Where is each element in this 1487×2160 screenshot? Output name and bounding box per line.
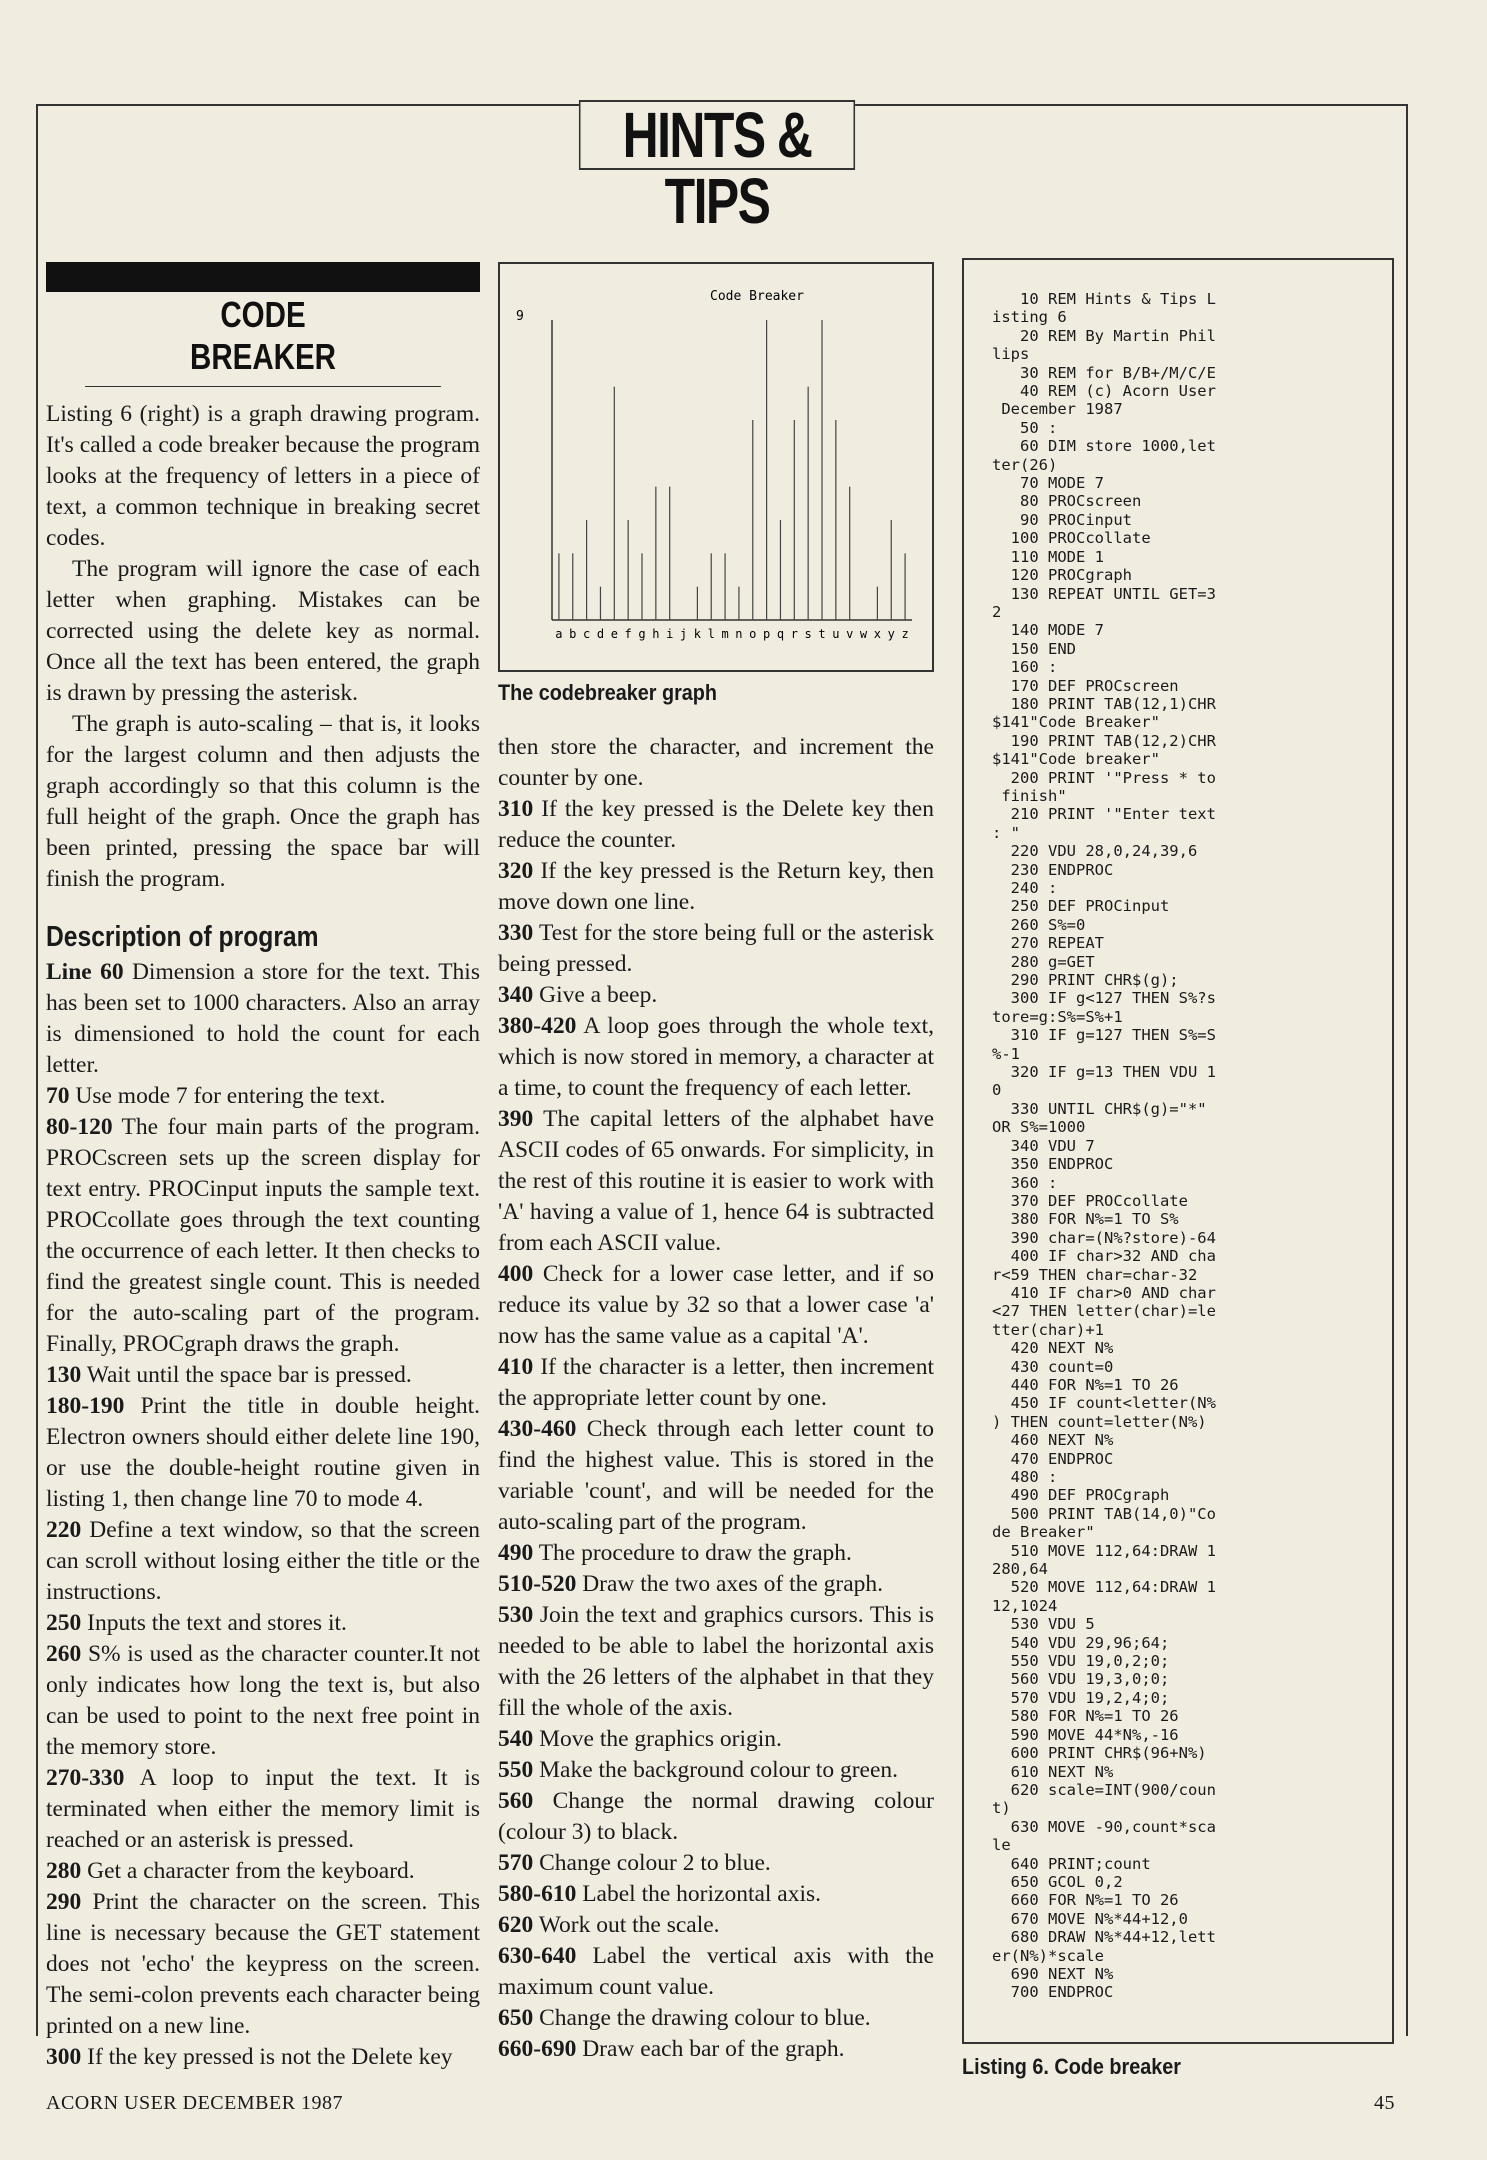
line-number: 290	[46, 1889, 82, 1915]
x-tick-label: k	[693, 627, 702, 641]
item-text: A loop goes through the whole text, which is now stored in memory, a character at a time, to count the frequency of each letter.	[498, 1013, 934, 1101]
intro-paragraph: Listing 6 (right) is a graph drawing program. It's called a code breaker because the program looks at the frequency of letters in a piece of text, a common technique in breaking secret codes.	[46, 401, 480, 551]
description-item	[498, 1600, 934, 1724]
item-text: Check for a lower case letter, and if so reduce its value by 32 so that a lower case 'a' now has the same value as a capital 'A'.	[498, 1261, 934, 1349]
x-tick-label: n	[735, 627, 743, 641]
item-text: Change the drawing colour to blue.	[533, 2005, 871, 2031]
description-item	[498, 1011, 934, 1104]
item-text: Make the background colour to green.	[533, 1757, 899, 1783]
description-item	[498, 1352, 934, 1414]
line-number: 280	[46, 1858, 82, 1884]
column-2	[498, 262, 934, 2065]
description-item	[498, 2003, 934, 2034]
intro-paragraph: The program will ignore the case of each letter when graphing. Mistakes can be corrected using the delete key as normal. Once all the text has been entered, the graph is drawn by pressing the asterisk.	[46, 556, 480, 706]
listing-box	[962, 258, 1394, 2044]
title-line-2: BREAKER	[190, 336, 336, 377]
description-item	[498, 1569, 934, 1600]
item-text: Join the text and graphics cursors. This is needed to be able to label the horizontal axis with the 26 letters of the alphabet in that they fill the whole of the axis.	[498, 1602, 934, 1721]
x-tick-label: j	[679, 627, 688, 641]
line-number: 310	[498, 796, 534, 822]
x-tick-label: l	[707, 627, 715, 641]
x-tick-label: o	[749, 627, 757, 641]
x-tick-label: i	[666, 627, 674, 641]
description-item	[46, 1515, 480, 1608]
line-number: 380-420	[498, 1013, 577, 1039]
line-number: 530	[498, 1602, 534, 1628]
description-item	[46, 1391, 480, 1515]
x-tick-label: c	[582, 627, 591, 641]
x-tick-label: p	[762, 627, 771, 641]
description-item	[46, 1856, 480, 1887]
description-item	[498, 1941, 934, 2003]
line-number: 260	[46, 1641, 82, 1667]
x-tick-label: b	[569, 627, 577, 641]
line-number: 180-190	[46, 1393, 125, 1419]
x-tick-label: h	[652, 627, 660, 641]
description-item	[498, 1724, 934, 1755]
item-text: Dimension a store for the text. This has been set to 1000 characters. Also an array is dimensioned to hold the count for each letter.	[46, 959, 480, 1078]
item-text: Inputs the text and stores it.	[81, 1610, 347, 1636]
line-number: 70	[46, 1083, 70, 1109]
item-text: Change colour 2 to blue.	[533, 1850, 771, 1876]
description-item	[498, 1259, 934, 1352]
x-tick-label: v	[846, 627, 854, 641]
line-number: 540	[498, 1726, 534, 1752]
description-list-continued	[498, 732, 934, 2065]
item-text: A loop to input the text. It is terminated when either the memory limit is reached or an asterisk is pressed.	[46, 1765, 480, 1853]
line-number: 300	[46, 2044, 82, 2070]
line-number: 550	[498, 1757, 534, 1783]
line-number: 580-610	[498, 1881, 577, 1907]
line-number: 220	[46, 1517, 82, 1543]
item-text: Test for the store being full or the asterisk being pressed.	[498, 920, 934, 977]
y-axis-max-label: 9	[516, 309, 524, 324]
x-tick-label: t	[818, 627, 826, 641]
x-tick-label: w	[859, 627, 868, 641]
section-banner: HINTS & TIPS	[579, 100, 855, 170]
line-number: 330	[498, 920, 534, 946]
x-tick-label: f	[624, 627, 632, 641]
program-listing: 10 REM Hints & Tips L isting 6 20 REM By Martin Phil lips 30 REM for B/B+/M/C/E 40 REM (c) Acorn User December 1987 50 : 60 DIM store 1000,let ter(26) 70 MODE 7 80 PROCscreen 90 PROCinput 100 PROCcollate 110 MODE 1 120 PROCgraph 130 REPEAT UNTIL GET=3 2 140 MODE 7 150 END 160 : 170 DEF PROCscreen 180 PRINT TAB(12,1)CHR $141"Code Breaker" 190 PRINT TAB(12,2)CHR $141"Code breaker" 200 PRINT '"Press * to finish" 210 PRINT '"Enter text : " 220 VDU 28,0,24,39,6 230 ENDPROC 240 : 250 DEF PROCinput 260 S%=0 270 REPEAT 280 g=GET 290 PRINT CHR$(g); 300 IF g<127 THEN S%?s tore=g:S%=S%+1 310 IF g=127 THEN S%=S %-1 320 IF g=13 THEN VDU 1 0 330 UNTIL CHR$(g)="*" OR S%=1000 340 VDU 7 350 ENDPROC 360 : 370 DEF PROCcollate 380 FOR N%=1 TO S% 390 char=(N%?store)-64 400 IF char>32 AND cha r<59 THEN char=char-32 410 IF char>0 AND char <27 THEN letter(char)=le tter(char)+1 420 NEXT N% 430 count=0 440 FOR N%=1 TO 26 450 IF count<letter(N% ) THEN count=letter(N%) 460 NEXT N% 470 ENDPROC 480 : 490 DEF PROCgraph 500 PRINT TAB(14,0)"Co de Breaker" 510 MOVE 112,64:DRAW 1 280,64 520 MOVE 112,64:DRAW 1 12,1024 530 VDU 5 540 VDU 29,96;64; 550 VDU 19,0,2;0; 560 VDU 19,3,0;0; 570 VDU 19,2,4;0; 580 FOR N%=1 TO 26 590 MOVE 44*N%,-16 600 PRINT CHR$(96+N%) 610 NEXT N% 620 scale=INT(900/coun t) 630 MOVE -90,count*sca le 640 PRINT;count 650 GCOL 0,2 660 FOR N%=1 TO 26 670 MOVE N%*44+12,0 680 DRAW N%*44+12,lett er(N%)*scale 690 NEXT N% 700 ENDPROC	[992, 290, 1216, 2002]
item-text: Give a beep.	[533, 982, 658, 1008]
item-text: Label the horizontal axis.	[576, 1881, 822, 1907]
description-item	[46, 1639, 480, 1763]
column-1	[46, 262, 480, 2073]
description-item	[498, 1879, 934, 1910]
line-number: 250	[46, 1610, 82, 1636]
line-number: 270-330	[46, 1765, 125, 1791]
line-number: 400	[498, 1261, 534, 1287]
item-text: The four main parts of the program. PROCscreen sets up the screen display for text entry. PROCinput inputs the sample text. PROCcollate goes through the text counting the occurrence of each letter. It then checks to find the greatest single count. This is needed for the auto-scaling part of the program. Finally, PROCgraph draws the graph.	[46, 1114, 480, 1357]
header-bar	[46, 262, 480, 292]
graph-figure	[498, 262, 934, 672]
intro-paragraph: The graph is auto-scaling – that is, it looks for the largest column and then adjusts the graph accordingly so that this column is the full height of the graph. Once the graph has been printed, pressing the space bar will finish the program.	[46, 711, 480, 892]
item-text: Draw each bar of the graph.	[576, 2036, 845, 2062]
line-number: 620	[498, 1912, 534, 1938]
description-item	[498, 732, 934, 794]
description-item	[498, 794, 934, 856]
item-text: Print the title in double height. Electron owners should either delete line 190, or use the double-height routine given in listing 1, then change line 70 to mode 4.	[46, 1393, 480, 1512]
item-text: The capital letters of the alphabet have ASCII codes of 65 onwards. For simplicity, in the rest of this routine it is easier to work with 'A' having a value of 1, hence 64 is subtracted from each ASCII value.	[498, 1106, 934, 1256]
article-title	[85, 292, 441, 387]
description-list	[46, 957, 480, 2073]
item-text: If the key pressed is the Return key, then move down one line.	[498, 858, 934, 915]
description-item	[498, 1414, 934, 1538]
x-tick-label: m	[721, 627, 729, 641]
footer-publication: ACORN USER DECEMBER 1987	[46, 2092, 344, 2114]
description-item	[498, 918, 934, 980]
description-item	[498, 1104, 934, 1259]
description-item	[46, 957, 480, 1081]
page-number: 45	[1374, 2092, 1395, 2114]
line-number: 340	[498, 982, 534, 1008]
item-text: Draw the two axes of the graph.	[576, 1571, 884, 1597]
line-number: 130	[46, 1362, 82, 1388]
line-number: 630-640	[498, 1943, 577, 1969]
item-text: Move the graphics origin.	[533, 1726, 782, 1752]
chart-title: Code Breaker	[710, 289, 804, 304]
x-tick-label: r	[790, 627, 798, 641]
item-text: then store the character, and increment the counter by one.	[498, 734, 934, 791]
x-tick-label: d	[596, 627, 605, 641]
item-text: If the key pressed is the Delete key then reduce the counter.	[498, 796, 934, 853]
line-number: 490	[498, 1540, 534, 1566]
line-number: 560	[498, 1788, 534, 1814]
line-number: 320	[498, 858, 534, 884]
title-line-1: CODE	[220, 294, 306, 335]
x-tick-label: a	[555, 627, 563, 641]
x-tick-label: q	[776, 627, 785, 641]
line-number: 430-460	[498, 1416, 577, 1442]
description-item	[498, 980, 934, 1011]
item-text: Label the vertical axis with the maximum count value.	[498, 1943, 934, 2000]
line-number: Line 60	[46, 959, 124, 985]
description-item	[46, 1081, 480, 1112]
line-number: 390	[498, 1106, 534, 1132]
item-text: Change the normal drawing colour (colour 3) to black.	[498, 1788, 934, 1845]
description-item	[46, 1608, 480, 1639]
line-number: 410	[498, 1354, 534, 1380]
line-number: 510-520	[498, 1571, 577, 1597]
x-tick-label: e	[610, 627, 618, 641]
item-text: If the character is a letter, then increment the appropriate letter count by one.	[498, 1354, 934, 1411]
description-item	[498, 1848, 934, 1879]
x-tick-label: z	[901, 627, 909, 641]
description-item	[498, 856, 934, 918]
column-3	[962, 258, 1394, 2106]
x-tick-label: s	[804, 627, 812, 641]
description-item	[498, 1755, 934, 1786]
item-text: If the key pressed is not the Delete key	[81, 2044, 453, 2070]
description-heading: Description of program	[46, 921, 319, 953]
item-text: Check through each letter count to find the highest value. This is stored in the variable 'count', and will be needed for the auto-scaling part of the program.	[498, 1416, 934, 1535]
description-item	[46, 1112, 480, 1360]
line-number: 570	[498, 1850, 534, 1876]
x-tick-label: x	[873, 627, 882, 641]
bar-chart	[500, 264, 932, 666]
line-number: 650	[498, 2005, 534, 2031]
description-item	[46, 1887, 480, 2042]
listing-caption: Listing 6. Code breaker	[962, 2054, 1181, 2079]
description-item	[498, 1910, 934, 1941]
x-tick-label: g	[638, 627, 646, 641]
description-item	[498, 1538, 934, 1569]
item-text: S% is used as the character counter.It not only indicates how long the text is, but also can be used to point to the next free point in the memory store.	[46, 1641, 480, 1760]
item-text: Print the character on the screen. This line is necessary because the GET statement does not 'echo' the keypress on the screen. The semi-colon prevents each character being printed on a new line.	[46, 1889, 480, 2039]
description-item	[46, 2042, 480, 2073]
figure-caption: The codebreaker graph	[498, 680, 717, 705]
item-text: Use mode 7 for entering the text.	[69, 1083, 386, 1109]
x-tick-label: y	[887, 627, 895, 641]
line-number: 660-690	[498, 2036, 577, 2062]
description-item	[46, 1763, 480, 1856]
item-text: The procedure to draw the graph.	[533, 1540, 852, 1566]
line-number: 80-120	[46, 1114, 113, 1140]
description-item	[498, 1786, 934, 1848]
description-item	[498, 2034, 934, 2065]
description-item	[46, 1360, 480, 1391]
item-text: Wait until the space bar is pressed.	[81, 1362, 412, 1388]
x-tick-label: u	[832, 627, 840, 641]
item-text: Work out the scale.	[533, 1912, 720, 1938]
item-text: Get a character from the keyboard.	[81, 1858, 415, 1884]
item-text: Define a text window, so that the screen can scroll without losing either the title or the instructions.	[46, 1517, 480, 1605]
